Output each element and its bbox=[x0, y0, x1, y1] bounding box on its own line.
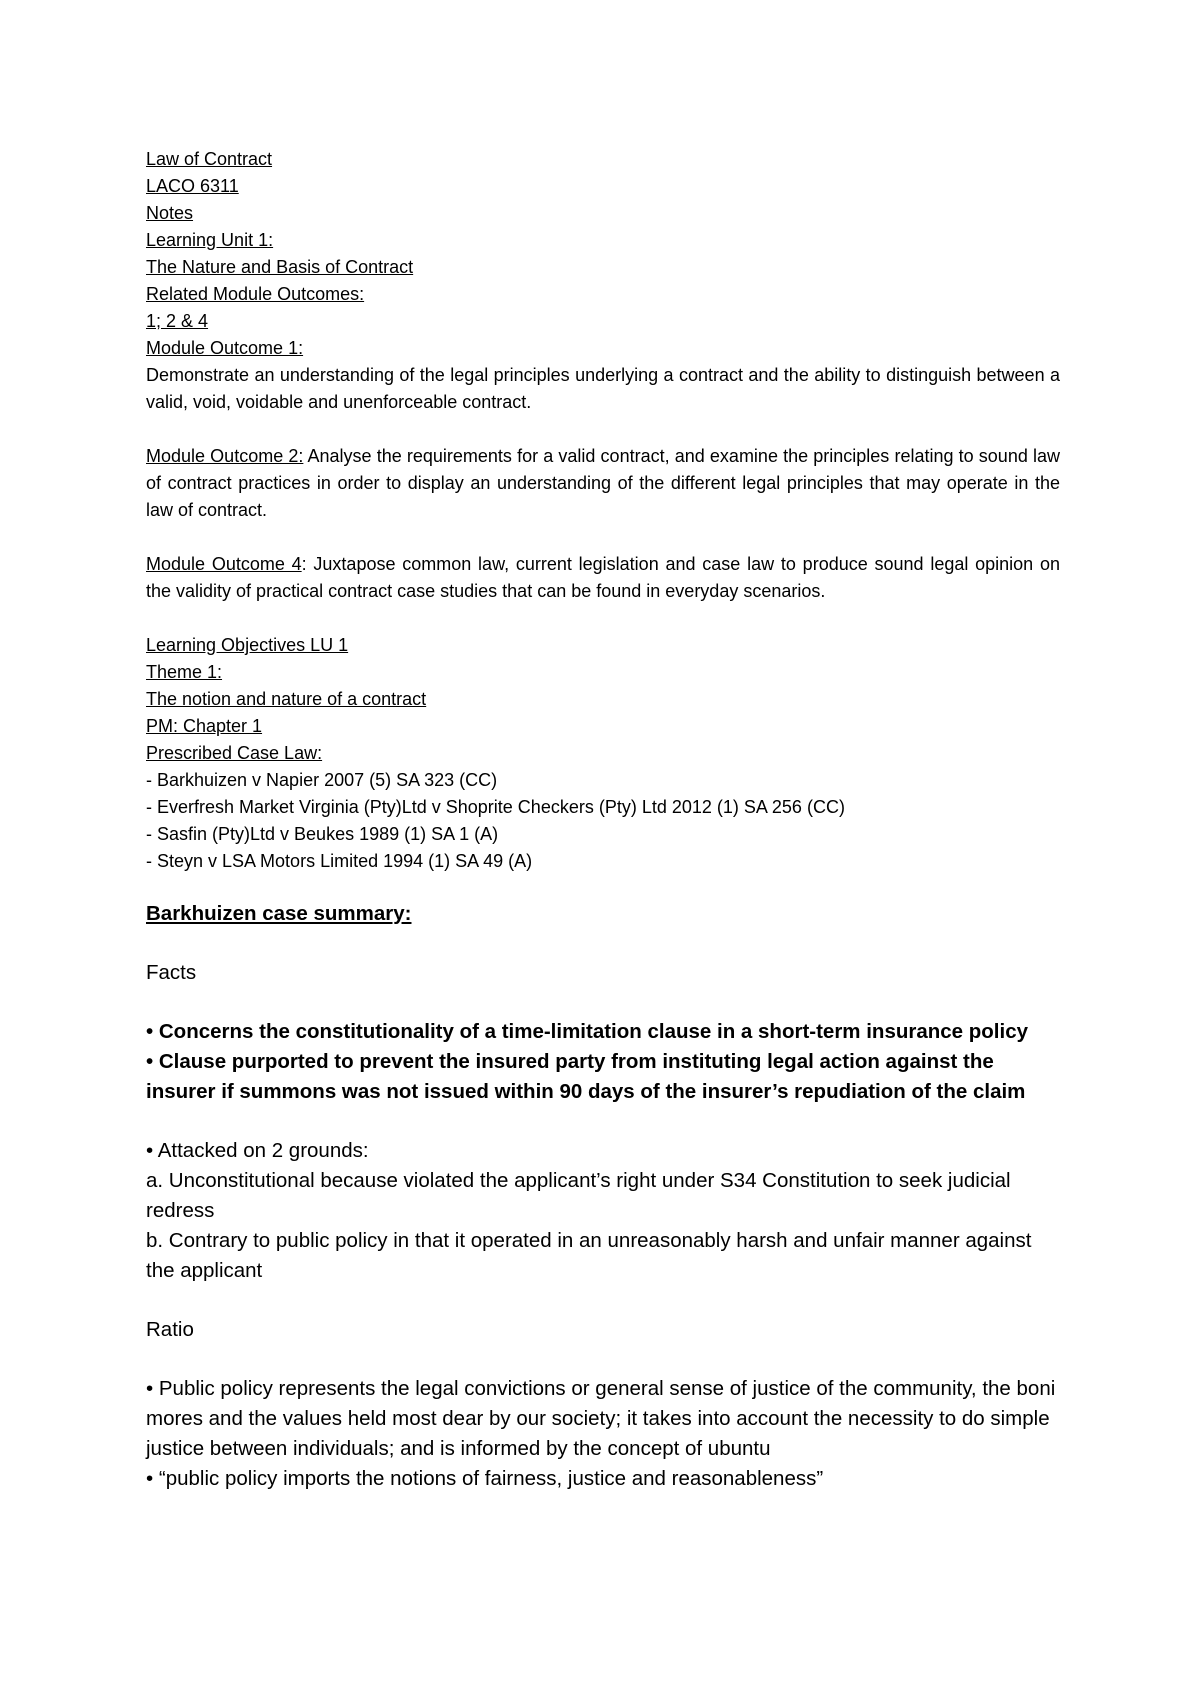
course-title: Law of Contract bbox=[146, 149, 273, 169]
case-item: - Barkhuizen v Napier 2007 (5) SA 323 (CC) bbox=[146, 770, 498, 790]
spacer bbox=[146, 1345, 1060, 1374]
spacer bbox=[146, 605, 1060, 632]
module-outcome-2 bbox=[146, 443, 1060, 524]
ratio-bullet: • Public policy represents the legal convictions or general sense of justice of the community, the boni mores and the values held most dear by our society; it takes into account the necessity to do simple justice between individuals; and is informed by the concept of ubuntu bbox=[146, 1377, 1056, 1460]
ground-b: b. Contrary to public policy in that it operated in an unreasonably harsh and unfair manner against the applicant bbox=[146, 1229, 1032, 1282]
module-outcome-2-text: Analyse the requirements for a valid contract, and examine the principles relating to sound law of contract practices in order to display an understanding of the different legal principles that may operate in the law of contract. bbox=[146, 446, 1060, 520]
ratio-bullet: • “public policy imports the notions of fairness, justice and reasonableness” bbox=[146, 1467, 824, 1490]
case-law-label: Prescribed Case Law: bbox=[146, 743, 323, 763]
spacer bbox=[146, 1286, 1060, 1315]
spacer bbox=[146, 416, 1060, 443]
theme-label: Theme 1: bbox=[146, 662, 223, 682]
related-outcomes-label: Related Module Outcomes: bbox=[146, 284, 365, 304]
theme-title: The notion and nature of a contract bbox=[146, 689, 427, 709]
learning-unit-label: Learning Unit 1: bbox=[146, 230, 274, 250]
ground-a: a. Unconstitutional because violated the applicant’s right under S34 Constitution to seek judicial redress bbox=[146, 1169, 1011, 1222]
course-code: LACO 6311 bbox=[146, 176, 239, 196]
module-outcome-4 bbox=[146, 551, 1060, 605]
case-item: - Steyn v LSA Motors Limited 1994 (1) SA 49 (A) bbox=[146, 851, 533, 871]
facts-heading: Facts bbox=[146, 961, 197, 984]
chapter-reference: PM: Chapter 1 bbox=[146, 716, 263, 736]
case-summary-heading: Barkhuizen case summary: bbox=[146, 902, 412, 925]
module-outcome-1-text: Demonstrate an understanding of the legal principles underlying a contract and the ability to distinguish between a valid, void, voidable and unenforceable contract. bbox=[146, 365, 1060, 412]
notes-label: Notes bbox=[146, 203, 194, 223]
learning-unit-title: The Nature and Basis of Contract bbox=[146, 257, 414, 277]
document-content bbox=[146, 146, 1060, 1494]
spacer bbox=[146, 524, 1060, 551]
module-outcome-4-text: : Juxtapose common law, current legislation and case law to produce sound legal opinion on the validity of practical contract case studies that can be found in everyday scenarios. bbox=[146, 554, 1060, 601]
header-block bbox=[146, 146, 1060, 875]
spacer bbox=[146, 1107, 1060, 1136]
case-item: - Sasfin (Pty)Ltd v Beukes 1989 (1) SA 1 (A) bbox=[146, 824, 499, 844]
ratio-heading: Ratio bbox=[146, 1318, 194, 1341]
case-item: - Everfresh Market Virginia (Pty)Ltd v Shoprite Checkers (Pty) Ltd 2012 (1) SA 256 (CC) bbox=[146, 797, 845, 817]
related-outcomes-value: 1; 2 & 4 bbox=[146, 311, 209, 331]
spacer bbox=[146, 929, 1060, 958]
spacer bbox=[146, 988, 1060, 1017]
module-outcome-2-label: Module Outcome 2: bbox=[146, 446, 304, 466]
grounds-intro: • Attacked on 2 grounds: bbox=[146, 1139, 369, 1162]
facts-bullet: • Concerns the constitutionality of a time-limitation clause in a short-term insurance policy bbox=[146, 1020, 1029, 1043]
module-outcome-1-label: Module Outcome 1: bbox=[146, 338, 304, 358]
learning-objectives-heading: Learning Objectives LU 1 bbox=[146, 635, 349, 655]
module-outcome-4-label: Module Outcome 4 bbox=[146, 554, 302, 574]
case-summary bbox=[146, 899, 1060, 1494]
facts-bullet: • Clause purported to prevent the insured party from instituting legal action against the insurer if summons was not issued within 90 days of the insurer’s repudiation of the claim bbox=[146, 1050, 1026, 1103]
